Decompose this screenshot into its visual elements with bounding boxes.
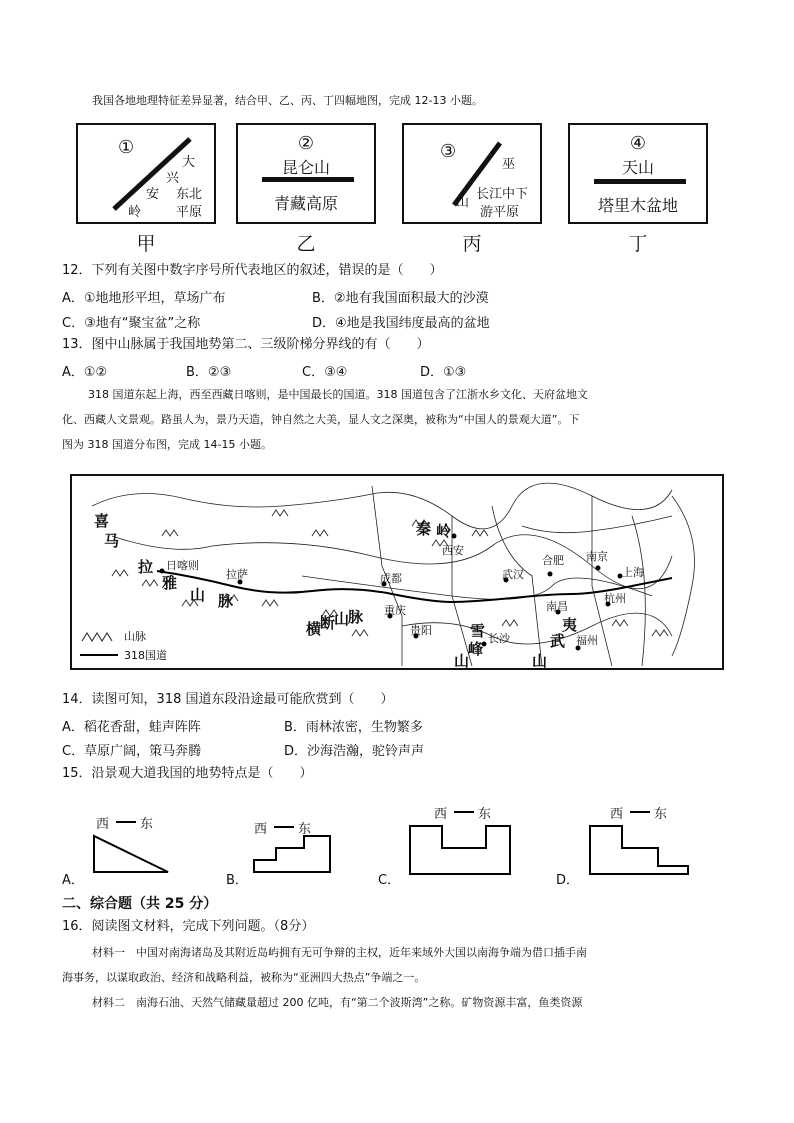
mountain-char: 大	[182, 155, 196, 170]
intro-14-15-line1: 318 国道东起上海，西至西藏日喀则，是中国最长的国道。318 国道包含了江浙水乡文化、天府盆地文	[88, 388, 588, 401]
mountain-label: 马	[104, 532, 120, 550]
q13-option-d: D．①③	[420, 365, 467, 380]
q15-option-a: A．	[62, 873, 84, 888]
profile-a	[92, 834, 172, 874]
legend-road-label: 318国道	[124, 649, 167, 662]
q14-option-b: B．雨林浓密，生物繁多	[284, 720, 423, 735]
city-label: 合肥	[542, 554, 564, 567]
profile-b	[252, 834, 332, 876]
mountain-label: 山	[190, 586, 206, 604]
q16-material-1a: 材料一 中国对南海诸岛及其附近岛屿拥有无可争辩的主权，近年来域外大国以南海争端为借口插手南	[92, 946, 587, 959]
mountain-label: 峰	[468, 640, 484, 658]
q12-option-b: B．②地有我国面积最大的沙漠	[312, 291, 489, 306]
direction-label-east: 东	[140, 817, 154, 832]
legend-road-icon	[80, 654, 118, 656]
mountain-label: 脉	[218, 592, 234, 610]
q13-option-a: A．①②	[62, 365, 108, 380]
q13-option-b: B．②③	[186, 365, 232, 380]
direction-label-east: 东	[654, 807, 668, 822]
mountain-range-line	[404, 125, 540, 222]
region-label: 东北	[176, 187, 203, 202]
q15-option-d: D．	[556, 873, 580, 888]
box-label-jia: 甲	[136, 233, 156, 255]
box-number: ②	[297, 133, 315, 154]
city-label: 福州	[576, 634, 598, 647]
city-label: 上海	[622, 566, 644, 579]
region-label: 长江中下	[476, 187, 529, 202]
region-label: 青藏高原	[273, 194, 338, 213]
mountain-char: 巫	[502, 157, 516, 172]
mountain-label: 秦	[416, 520, 432, 538]
mountain-label: 断	[320, 614, 336, 632]
city-label: 南昌	[546, 600, 568, 613]
mountain-label: 脉	[348, 608, 364, 626]
mountain-label: 喜	[94, 512, 110, 530]
q14-option-a: A．稻花香甜，蛙声阵阵	[62, 720, 201, 735]
city-label: 日喀则	[166, 559, 199, 572]
q14-option-c: C．草原广阔，策马奔腾	[62, 744, 202, 759]
direction-arrow	[274, 826, 294, 828]
city-label: 拉萨	[226, 568, 248, 581]
city-label: 重庆	[384, 604, 406, 617]
mountain-char: 山	[456, 195, 470, 210]
map-box-bing	[402, 123, 542, 224]
box-number: ④	[629, 133, 647, 154]
region-label: 游平原	[480, 205, 520, 220]
q14-option-d: D．沙海浩瀚，驼铃声声	[284, 744, 425, 759]
map-box-ding	[568, 123, 708, 224]
profile-c	[408, 824, 512, 876]
mountain-label: 武	[550, 632, 566, 650]
q16-stem: 16．阅读图文材料，完成下列问题。（8分）	[62, 919, 315, 934]
mountain-label: 横	[306, 620, 322, 638]
box-label-yi: 乙	[296, 233, 316, 255]
box-label-ding: 丁	[628, 233, 648, 255]
region-label: 塔里木盆地	[597, 196, 678, 215]
direction-label-west: 西	[434, 807, 448, 822]
q15-option-b: B．	[226, 873, 248, 888]
direction-label-east: 东	[298, 822, 312, 837]
q12-option-a: A．①地地形平坦，草场广布	[62, 291, 226, 306]
mountain-label: 昆仑山	[281, 158, 330, 177]
profile-d	[588, 824, 692, 876]
legend-mountain-icon	[80, 628, 120, 640]
mountain-char: 兴	[166, 171, 180, 186]
intro-14-15-line2: 化、西藏人文景观。路虽人为，景乃天造，钟自然之大美，显人文之深奥，被称为“中国人的景观大道”。下	[62, 413, 580, 426]
mountain-range-line	[262, 177, 354, 182]
city-label: 长沙	[488, 632, 510, 645]
city-label: 成都	[380, 572, 402, 585]
direction-label-west: 西	[96, 817, 110, 832]
q14-stem: 14．读图可知，318 国道东段沿途最可能欣赏到（ ）	[62, 692, 394, 707]
city-label: 西安	[442, 544, 464, 557]
direction-label-west: 西	[610, 807, 624, 822]
q13-option-c: C．③④	[302, 365, 348, 380]
city-label: 南京	[586, 550, 608, 563]
mountain-label: 夷	[562, 616, 578, 634]
q15-stem: 15．沿景观大道我国的地势特点是（ ）	[62, 766, 313, 781]
map-box-jia	[76, 123, 216, 224]
q12-stem: 12．下列有关图中数字序号所代表地区的叙述，错误的是（ ）	[62, 263, 443, 278]
route-318-map	[70, 474, 724, 670]
q12-option-d: D．④地是我国纬度最高的盆地	[312, 316, 490, 331]
intro-14-15-line3: 图为 318 国道分布图，完成 14-15 小题。	[62, 438, 272, 451]
q16-material-2: 材料二 南海石油、天然气储藏量超过 200 亿吨，有“第二个波斯湾”之称。矿物资源丰富，鱼类资源	[92, 996, 583, 1009]
mountain-label: 山	[454, 652, 470, 670]
section-2-title: 二、综合题（共 25 分）	[62, 896, 218, 912]
city-label: 杭州	[604, 592, 626, 605]
city-label: 贵阳	[410, 624, 432, 637]
box-label-bing: 丙	[462, 233, 482, 255]
mountain-label: 天山	[621, 158, 654, 177]
mountain-label: 雪	[470, 622, 486, 640]
direction-arrow	[454, 811, 474, 813]
mountain-label: 雅	[162, 574, 178, 592]
mountain-range-line	[594, 179, 686, 184]
mountain-label: 山	[532, 652, 548, 670]
q15-option-c: C．	[378, 873, 401, 888]
region-label: 平原	[176, 205, 203, 220]
mountain-label: 岭	[436, 522, 452, 540]
q16-material-1b: 海事务，以谋取政治、经济和战略利益，被称为“亚洲四大热点”争端之一。	[62, 971, 426, 984]
city-label: 武汉	[502, 568, 524, 581]
direction-arrow	[116, 821, 136, 823]
q12-option-c: C．③地有“聚宝盆”之称	[62, 316, 201, 331]
direction-label-east: 东	[478, 807, 492, 822]
legend-mountain-label: 山脉	[124, 630, 146, 643]
mountain-char: 安	[146, 187, 160, 202]
direction-arrow	[630, 811, 650, 813]
box-number: ①	[118, 137, 135, 158]
map-box-yi	[236, 123, 376, 224]
mountain-char: 岭	[128, 205, 142, 220]
q13-stem: 13．图中山脉属于我国地势第二、三级阶梯分界线的有（ ）	[62, 337, 430, 352]
direction-label-west: 西	[254, 822, 268, 837]
mountain-label: 拉	[138, 558, 154, 576]
intro-12-13: 我国各地地理特征差异显著，结合甲、乙、丙、丁四幅地图，完成 12-13 小题。	[92, 94, 483, 107]
box-number: ③	[440, 141, 457, 162]
mountain-label: 山	[334, 610, 350, 628]
